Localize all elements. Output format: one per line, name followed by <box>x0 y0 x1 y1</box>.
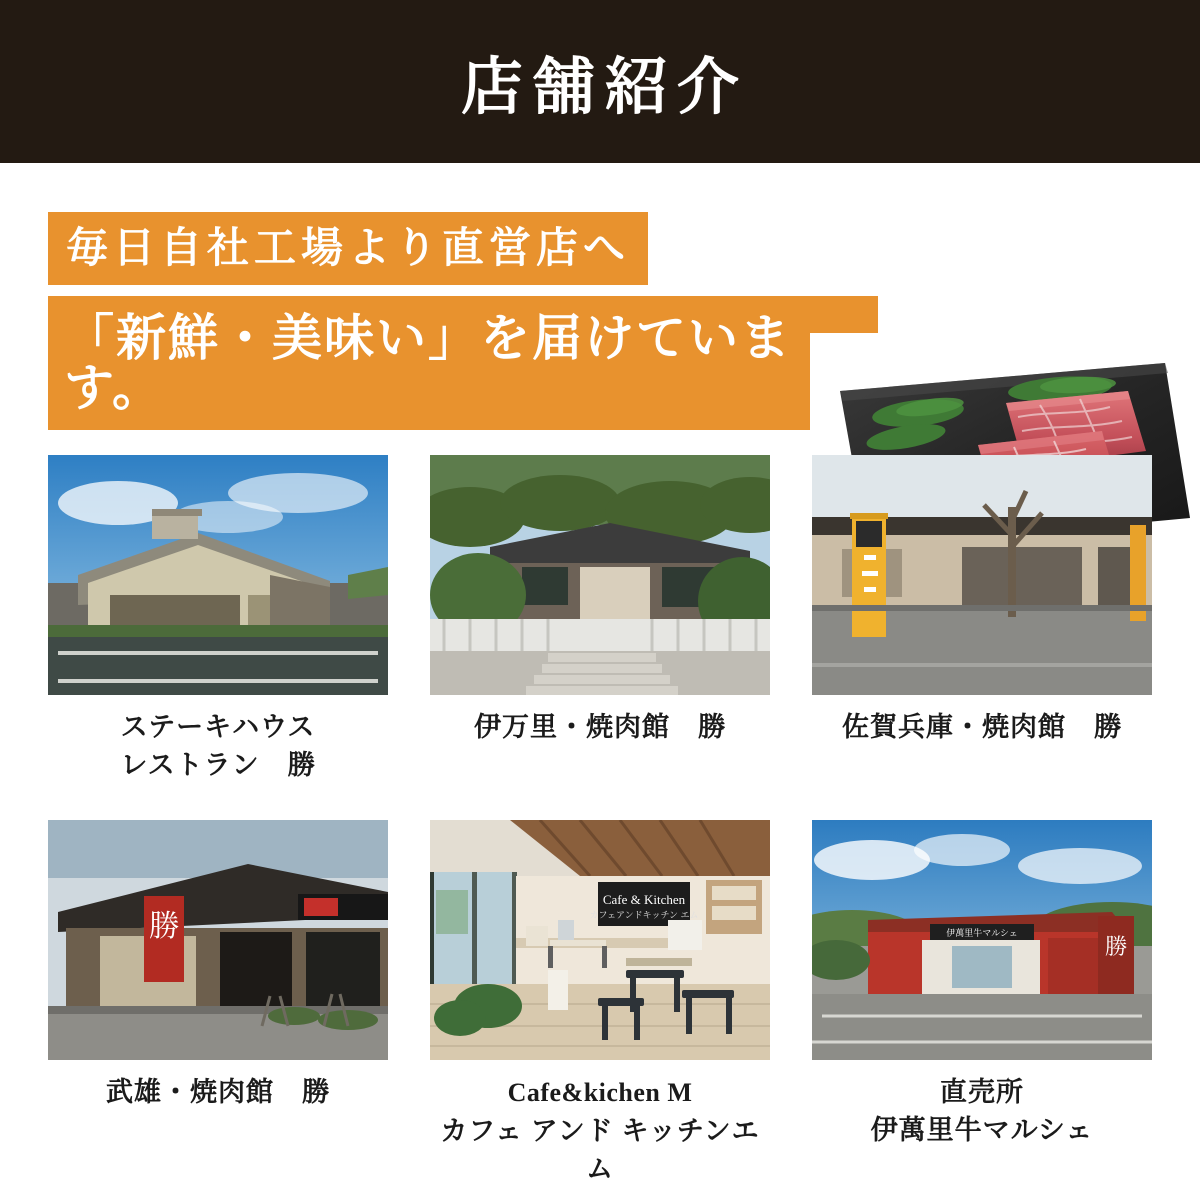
catch-copy-line-2: 「新鮮・美味い」を届けています。 <box>48 296 878 430</box>
shop-caption-6-line2: 伊萬里牛マルシェ <box>870 1115 1094 1146</box>
shop-caption-6 <box>812 1073 1152 1150</box>
catch-copy <box>48 212 878 430</box>
svg-text:勝: 勝 <box>1104 934 1128 959</box>
shop-card-1[interactable] <box>48 455 388 785</box>
shop-caption-1 <box>48 708 388 785</box>
shop-caption-2 <box>430 708 770 746</box>
shop-caption-5-line1: Cafe&kichen M <box>507 1078 693 1107</box>
shop-caption-3 <box>812 708 1152 746</box>
shop-photo-1 <box>48 455 388 695</box>
shop-caption-6-line1: 直売所 <box>940 1077 1024 1107</box>
catch-copy-line-1: 毎日自社工場より直営店へ <box>48 212 648 285</box>
page-content <box>0 163 1200 1200</box>
shop-photo-3 <box>812 455 1152 695</box>
shop-card-2[interactable] <box>430 455 770 785</box>
shop-photo-2 <box>430 455 770 695</box>
svg-text:勝: 勝 <box>149 910 179 943</box>
shop-caption-5 <box>430 1073 770 1189</box>
shop-caption-1-line1: ステーキハウス <box>120 712 316 742</box>
shop-caption-2-line1: 伊万里・焼肉館 勝 <box>474 712 726 742</box>
shop-caption-3-line1: 佐賀兵庫・焼肉館 勝 <box>842 712 1122 742</box>
svg-text:Cafe & Kitchen: Cafe & Kitchen <box>602 892 686 907</box>
shop-caption-4 <box>48 1073 388 1111</box>
page-header <box>0 0 1200 163</box>
shop-card-4[interactable] <box>48 820 388 1189</box>
svg-text:カフェアンドキッチン エム: カフェアンドキッチン エム <box>589 910 699 920</box>
shop-caption-1-line2: レストラン 勝 <box>120 750 316 781</box>
shop-photo-6 <box>812 820 1152 1060</box>
shop-photo-4 <box>48 820 388 1060</box>
shop-photo-5 <box>430 820 770 1060</box>
shop-caption-5-line2: カフェ アンド キッチンエム <box>440 1115 760 1185</box>
shop-card-5[interactable] <box>430 820 770 1189</box>
shop-grid-row-1 <box>48 455 1152 785</box>
svg-text:伊萬里牛マルシェ: 伊萬里牛マルシェ <box>946 928 1018 938</box>
shop-caption-4-line1: 武雄・焼肉館 勝 <box>106 1077 330 1107</box>
shop-card-6[interactable] <box>812 820 1152 1189</box>
shop-grid-row-2 <box>48 820 1152 1189</box>
shop-card-3[interactable] <box>812 455 1152 785</box>
page-title: 店舗紹介 <box>460 54 749 122</box>
